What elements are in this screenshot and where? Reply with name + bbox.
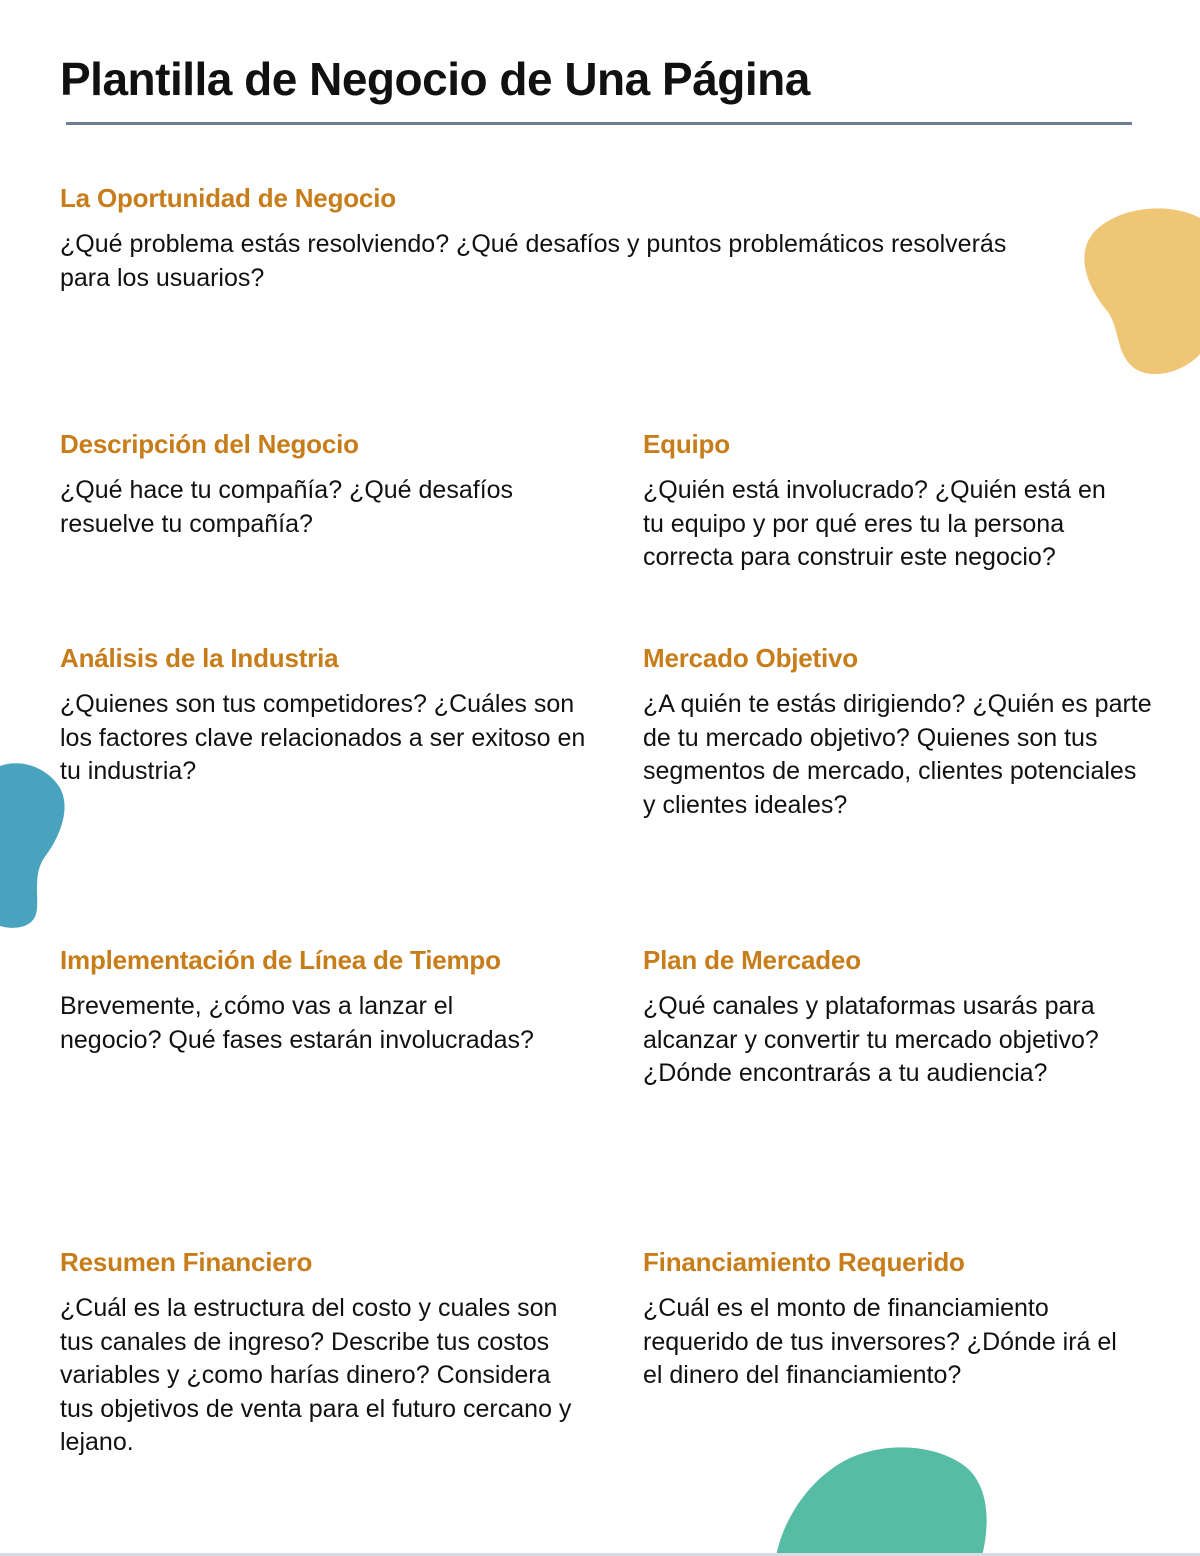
section-body: ¿Qué canales y plataformas usarás para alcanzar y convertir tu mercado objetivo? ¿Dónde encontrarás a tu audiencia? xyxy=(643,992,1099,1087)
section-heading: Análisis de la Industria xyxy=(60,643,339,673)
section-business-opportunity xyxy=(60,183,1020,295)
green-blob-shape xyxy=(776,1446,990,1556)
section-timeline-implementation xyxy=(60,945,560,1057)
section-target-market xyxy=(643,643,1153,822)
blue-blob-shape xyxy=(0,762,66,928)
section-industry-analysis xyxy=(60,643,600,789)
section-funding-required xyxy=(643,1247,1123,1393)
section-heading: Resumen Financiero xyxy=(60,1247,313,1277)
section-financial-summary xyxy=(60,1247,580,1460)
section-business-description xyxy=(60,429,580,541)
section-body: ¿Cuál es el monto de financiamiento requerido de tus inversores? ¿Dónde irá el el dinero del financiamiento? xyxy=(643,1294,1117,1389)
section-heading: La Oportunidad de Negocio xyxy=(60,183,396,213)
yellow-blob-shape xyxy=(1082,208,1200,374)
section-body: Brevemente, ¿cómo vas a lanzar el negocio? Qué fases estarán involucradas? xyxy=(60,992,534,1054)
title-divider xyxy=(66,122,1132,125)
section-body: ¿A quién te estás dirigiendo? ¿Quién es parte de tu mercado objetivo? Quienes son tus segmentos de mercado, clientes potenciales y clientes ideales? xyxy=(643,690,1152,819)
section-body: ¿Quién está involucrado? ¿Quién está en tu equipo y por qué eres tu la persona correcta para construir este negocio? xyxy=(643,476,1106,571)
section-body: ¿Cuál es la estructura del costo y cuales son tus canales de ingreso? Describe tus costos variables y ¿como harías dinero? Considera tus objetivos de venta para el futuro cercano y lejano. xyxy=(60,1294,572,1456)
section-heading: Equipo xyxy=(643,429,730,459)
section-heading: Descripción del Negocio xyxy=(60,429,359,459)
section-body: ¿Qué problema estás resolviendo? ¿Qué desafíos y puntos problemáticos resolverás para los usuarios? xyxy=(60,230,1007,292)
section-marketing-plan xyxy=(643,945,1163,1091)
section-heading: Plan de Mercadeo xyxy=(643,945,861,975)
section-team xyxy=(643,429,1123,575)
section-body: ¿Qué hace tu compañía? ¿Qué desafíos resuelve tu compañía? xyxy=(60,476,514,538)
section-heading: Mercado Objetivo xyxy=(643,643,858,673)
page-title: Plantilla de Negocio de Una Página xyxy=(60,53,810,105)
section-body: ¿Quienes son tus competidores? ¿Cuáles son los factores clave relacionados a ser exitoso en tu industria? xyxy=(60,690,586,785)
section-heading: Financiamiento Requerido xyxy=(643,1247,965,1277)
section-heading: Implementación de Línea de Tiempo xyxy=(60,945,501,975)
